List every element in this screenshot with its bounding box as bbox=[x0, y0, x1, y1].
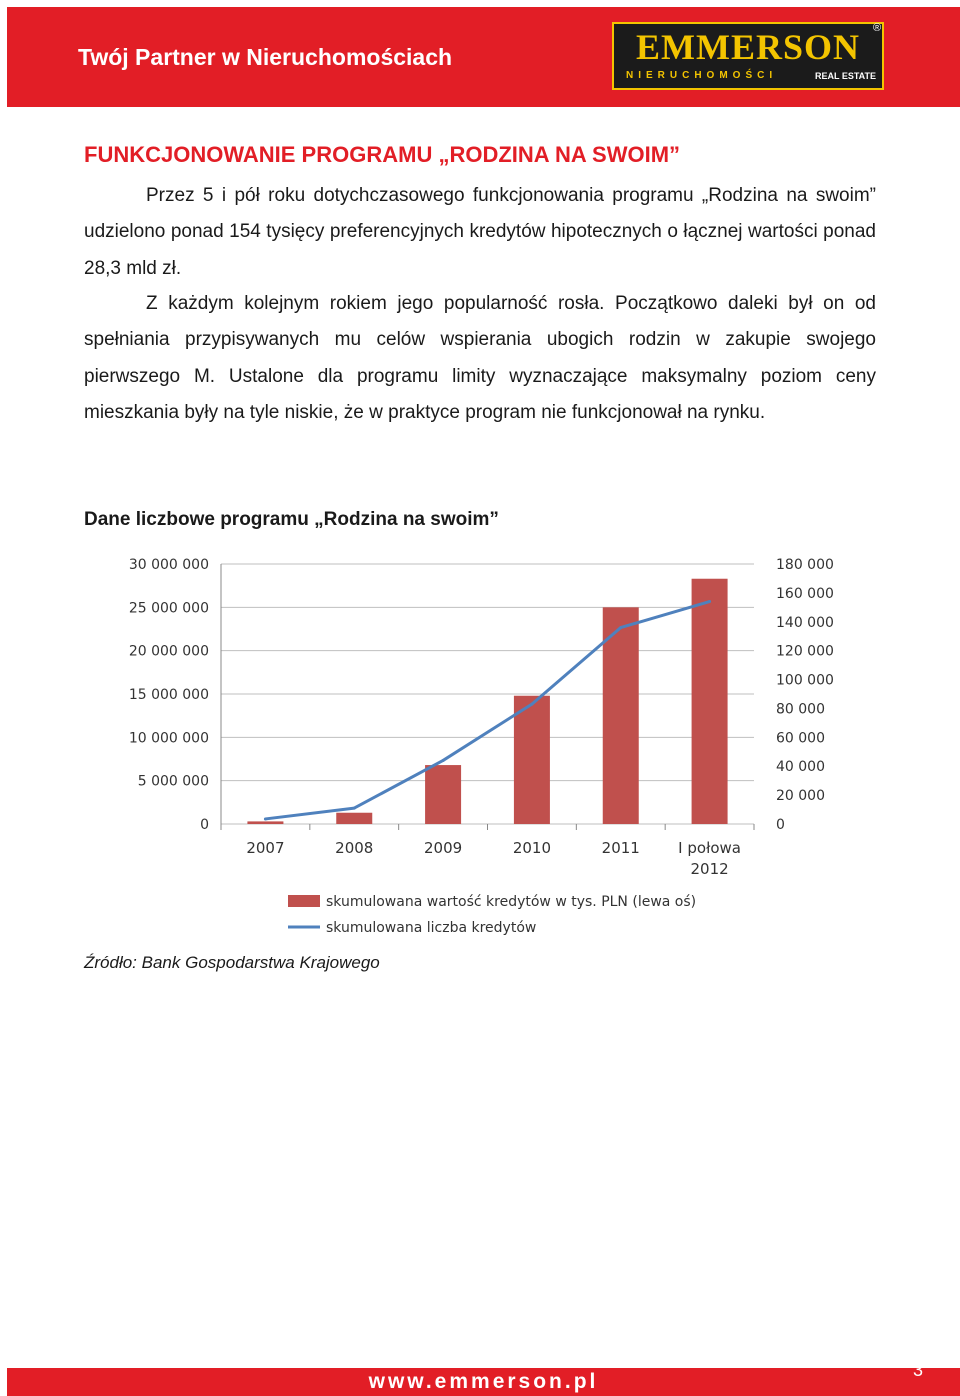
page-footer bbox=[7, 1368, 960, 1396]
y-tick-label: 5 000 000 bbox=[137, 773, 209, 790]
x-tick-label: 2008 bbox=[335, 839, 374, 857]
logo-word: EMMERSON bbox=[636, 27, 860, 67]
logo-tag: REAL ESTATE bbox=[814, 71, 876, 81]
y-tick-label: 20 000 000 bbox=[128, 643, 209, 660]
emmerson-logo bbox=[612, 22, 884, 90]
x-tick-label: 2011 bbox=[601, 839, 640, 857]
y2-tick-label: 120 000 bbox=[776, 643, 834, 660]
x-tick-label: 2012 bbox=[690, 860, 729, 878]
y2-tick-label: 160 000 bbox=[776, 585, 834, 602]
y2-tick-label: 20 000 bbox=[776, 788, 825, 805]
y2-tick-label: 100 000 bbox=[776, 672, 834, 689]
line-point bbox=[619, 626, 622, 629]
legend-bar-swatch bbox=[288, 895, 320, 907]
section-title: FUNKCJONOWANIE PROGRAMU „RODZINA NA SWOIM” bbox=[84, 142, 681, 167]
line-point bbox=[353, 807, 356, 810]
header-title: Twój Partner w Nieruchomościach bbox=[78, 44, 453, 70]
y2-tick-label: 180 000 bbox=[776, 557, 834, 573]
registered-mark: ® bbox=[873, 22, 882, 34]
x-tick-label: I połowa bbox=[678, 839, 741, 857]
y-tick-label: 0 bbox=[200, 817, 209, 833]
page-number: 3 bbox=[913, 1360, 924, 1380]
line-point bbox=[708, 600, 711, 603]
x-tick-label: 2010 bbox=[512, 839, 552, 857]
series-line bbox=[265, 602, 709, 819]
bar bbox=[425, 765, 461, 824]
bar bbox=[247, 821, 283, 824]
y2-tick-label: 0 bbox=[776, 817, 785, 833]
bar bbox=[514, 696, 550, 824]
x-tick-label: 2007 bbox=[246, 839, 285, 857]
y-tick-label: 15 000 000 bbox=[128, 687, 209, 703]
combo-chart bbox=[84, 545, 884, 945]
y2-tick-label: 40 000 bbox=[776, 759, 825, 776]
logo-subtitle: NIERUCHOMOŚCI bbox=[626, 70, 778, 81]
line-point bbox=[530, 703, 533, 706]
y2-tick-label: 60 000 bbox=[776, 730, 825, 747]
paragraph-1: Przez 5 i pół roku dotychczasowego funkcjonowania programu „Rodzina na swoim” udzielono ponad 154 tysięcy preferencyjnych kredytów hipotecznych o łącznej wartości ponad 28,3 mld zł. bbox=[84, 185, 876, 279]
line-point bbox=[442, 759, 445, 762]
y-tick-label: 30 000 000 bbox=[128, 557, 209, 573]
paragraph-2: Z każdym kolejnym rokiem jego popularność rosła. Początkowo daleki był on od spełniania przypisywanych mu celów wspierania ubogich rodzin w zakupie swojego pierwszego M. Ustalone dla programu limity wyznaczające maksymalny poziom ceny mieszkania były na tyle niskie, że w praktyce program nie funkcjonował na rynku. bbox=[84, 293, 876, 423]
y2-tick-label: 140 000 bbox=[776, 614, 834, 631]
bar bbox=[336, 813, 372, 824]
chart-heading: Dane liczbowe programu „Rodzina na swoim” bbox=[84, 509, 499, 530]
bar bbox=[692, 579, 728, 824]
legend-label: skumulowana liczba kredytów bbox=[326, 920, 537, 936]
y-tick-label: 10 000 000 bbox=[128, 730, 209, 747]
legend-label: skumulowana wartość kredytów w tys. PLN (lewa oś) bbox=[326, 894, 697, 910]
y2-tick-label: 80 000 bbox=[776, 701, 825, 718]
source-note: Źródło: Bank Gospodarstwa Krajowego bbox=[84, 953, 380, 972]
line-point bbox=[264, 817, 267, 820]
x-tick-label: 2009 bbox=[423, 839, 463, 857]
footer-url[interactable]: www.emmerson.pl bbox=[368, 1370, 599, 1393]
y-tick-label: 25 000 000 bbox=[128, 600, 209, 617]
